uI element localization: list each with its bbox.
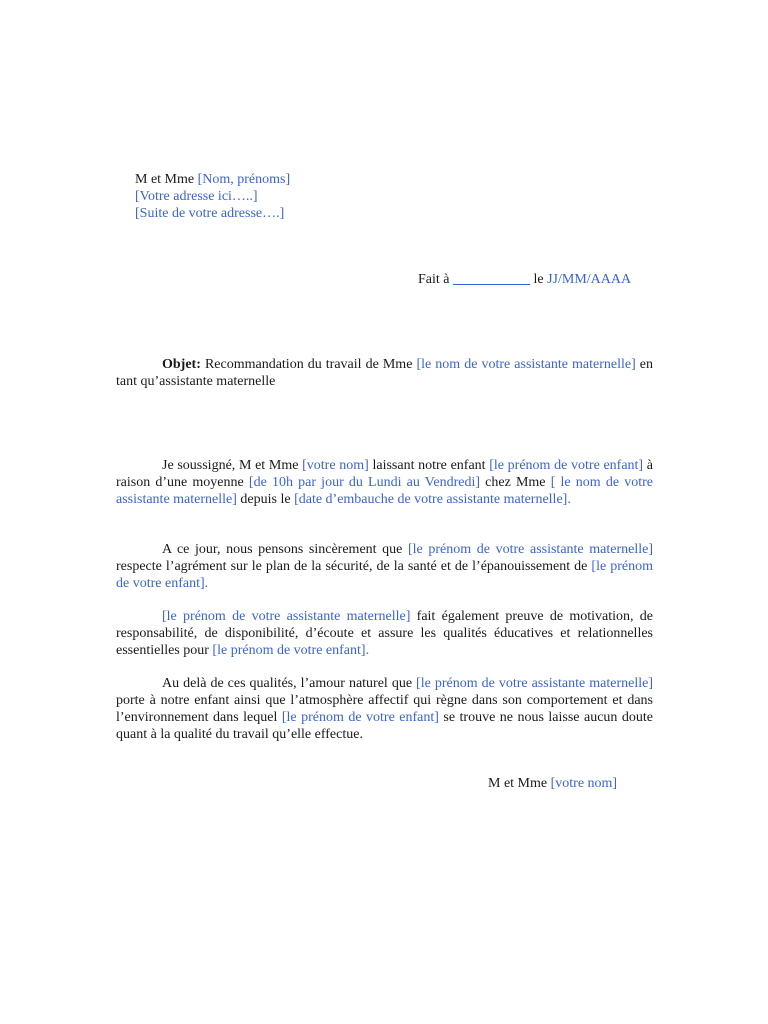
subject-label: Objet: (162, 357, 201, 372)
p3-text-2: . (365, 643, 370, 658)
p2-text-3: . (204, 576, 209, 591)
p4-placeholder-child-name: [le prénom de votre enfant] (281, 710, 439, 725)
p1-text-5: depuis le (236, 492, 295, 507)
p3-placeholder-child-name: [le prénom de votre enfant] (212, 643, 366, 658)
p1-placeholder-child-name: [le prénom de votre enfant] (489, 458, 644, 473)
p1-text-2: laissant notre enfant (368, 458, 490, 473)
paragraph-qualities (116, 608, 653, 659)
sender-name-line (135, 171, 290, 188)
place-blank: ___________ (453, 272, 530, 287)
sender-name-prefix: M et Mme (135, 172, 198, 187)
p1-placeholder-assistant-name: [ le nom de votre assistante maternelle] (116, 475, 654, 507)
paragraph-conclusion (116, 675, 653, 743)
p1-placeholder-hire-date: [date d’embauche de votre assistante maternelle] (294, 492, 568, 507)
p1-text-1: Je soussigné, M et Mme (162, 458, 303, 473)
subject-block (116, 356, 653, 390)
signature-prefix: M et Mme (488, 776, 551, 791)
p1-placeholder-parent-name: [votre nom] (302, 458, 369, 473)
date-placeholder: JJ/MM/AAAA (547, 272, 632, 287)
subject-text-1: Recommandation du travail de Mme (200, 357, 417, 372)
p1-text-4: chez Mme (480, 475, 551, 490)
sender-block (135, 171, 290, 222)
place-prefix: Fait à (418, 272, 453, 287)
p1-text-3: à raison d’une moyenne (116, 458, 654, 490)
sender-name-placeholder: [Nom, prénoms] (197, 172, 291, 187)
signature-placeholder: [votre nom] (550, 776, 618, 791)
p2-placeholder-child-name: [le prénom de votre enfant] (116, 559, 653, 591)
p3-text-1: fait également preuve de motivation, de responsabilité, de disponibilité, d’écoute et assure les qualités éducatives et relationnelles essentielles pour (116, 609, 653, 658)
p4-text-1: Au delà de ces qualités, l’amour naturel que (162, 676, 417, 691)
p1-text-6: . (567, 492, 571, 507)
p2-placeholder-assistant-first-name: [le prénom de votre assistante maternelle] (408, 542, 653, 557)
subject-text-2: en tant qu’assistante maternelle (116, 357, 654, 389)
p4-text-2: porte à notre enfant ainsi que l’atmosphère affectif qui règne dans son comportement et dans l’environnement dans lequel (116, 693, 653, 725)
p2-text-2: respecte l’agrément sur le plan de la sécurité, de la santé et de l’épanouissement de (116, 559, 592, 574)
sender-address-line-2: [Suite de votre adresse….] (135, 206, 285, 221)
sender-address-line-1: [Votre adresse ici…..] (135, 189, 258, 204)
p4-placeholder-assistant-first-name: [le prénom de votre assistante maternelle] (416, 676, 653, 691)
p1-placeholder-schedule: [de 10h par jour du Lundi au Vendredi] (248, 475, 480, 490)
signature-line (488, 776, 617, 792)
paragraph-introduction (116, 457, 653, 508)
p2-text-1: A ce jour, nous pensons sincèrement que (162, 542, 408, 557)
subject-placeholder: [le nom de votre assistante maternelle] (416, 357, 636, 372)
p4-text-3: se trouve ne nous laisse aucun doute quant à la qualité du travail qu’elle effectue. (116, 710, 653, 742)
paragraph-safety (116, 541, 653, 592)
place-date-line (418, 272, 631, 288)
date-prefix: le (530, 272, 548, 287)
p3-placeholder-assistant-first-name: [le prénom de votre assistante maternelle] (162, 609, 411, 624)
